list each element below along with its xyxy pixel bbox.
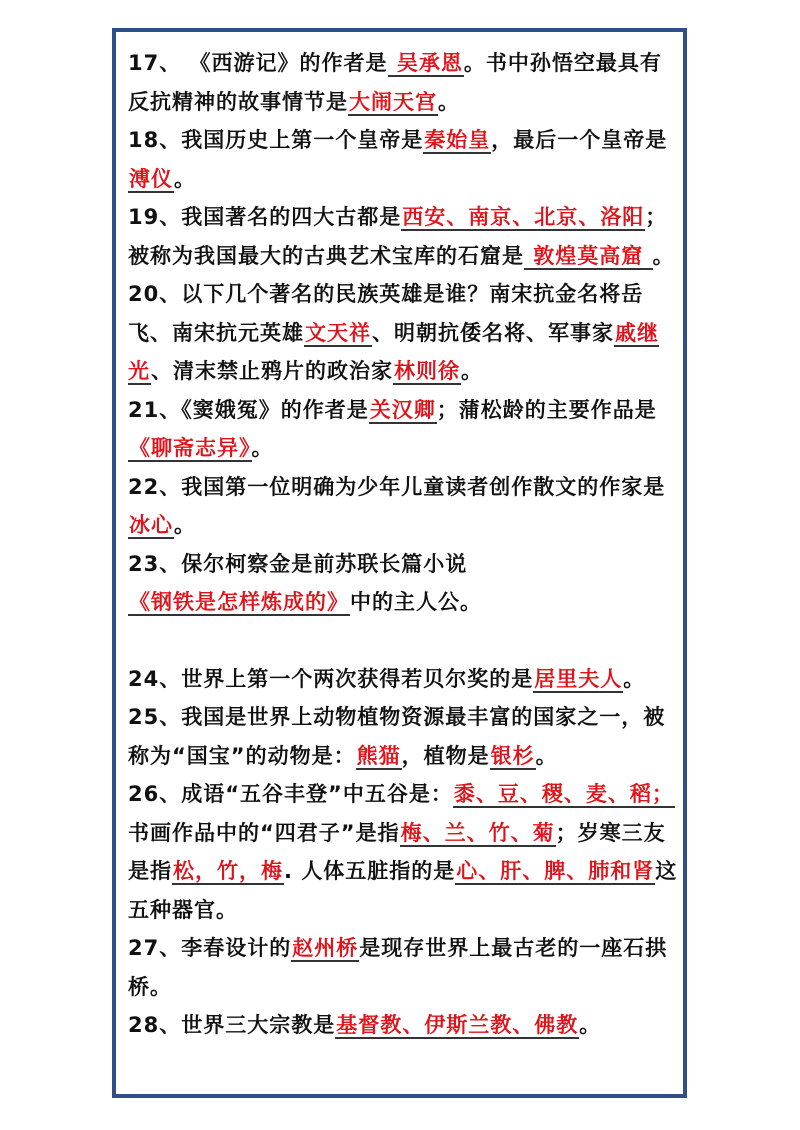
answer-text: 文天祥 [305,320,371,345]
question-text: ；岁寒三友是指 [128,820,666,883]
question-text: 。 [461,359,483,383]
question-text: . 人体五脏指的是 [284,859,456,883]
question-text: 中的主人公。 [350,590,482,614]
question-item [128,121,678,198]
answer-text: 敦煌莫高窟 [525,243,652,268]
answer-text: 居里夫人 [534,666,623,691]
question-text: 。 [623,666,646,691]
answer-text: 《聊斋志异》 [129,436,251,460]
question-text: 《西游记》的作者是 [189,51,388,75]
answer-text: 戚继光 [128,320,659,383]
answer-text: 大闹天宫 [349,89,437,114]
question-text: 18、我国历史上第一个皇帝是 [128,128,424,152]
answer-text: 梅、兰、竹、菊 [400,820,555,845]
question-text: 。 [652,243,675,268]
question-text: 22、我国第一位明确为少年儿童读者创作散文的作家是 [128,474,666,499]
answer-text: 溥仪 [129,166,173,191]
answer-text: 西安、南京、北京、洛阳 [402,205,645,229]
question-item [128,698,678,775]
question-text: 26、成语“五谷丰登”中五谷是： [128,782,453,806]
answer-text: 黍、豆、稷、麦、稻； [453,782,674,806]
question-item [128,660,678,699]
answer-text: 心、肝、脾、肺和肾 [456,859,655,883]
answer-text: 基督教、伊斯兰教、佛教 [336,1013,579,1037]
answer-text: 赵州桥 [292,936,359,960]
question-text: 24、世界上第一个两次获得若贝尔奖的是 [128,666,534,691]
question-item [128,275,678,391]
question-text: 。 [535,743,558,768]
answer-text: 《钢铁是怎样炼成的》 [129,590,349,614]
question-text: 、清末禁止鸦片的政治家 [151,359,393,383]
question-text: ，最后一个皇帝是 [491,128,668,152]
question-item [128,391,678,468]
answer-text: 关汉卿 [369,397,436,422]
question-text: 。 [174,513,196,537]
question-text: 。 [174,166,196,191]
section-spacer [128,622,678,660]
question-item [128,468,678,545]
question-text: 27、李春设计的 [128,936,292,960]
question-item [128,198,678,275]
question-text: 17、 [128,51,190,75]
question-text: 、明朝抗倭名将、军事家 [372,320,614,345]
question-item [128,545,678,622]
question-text: 20、以下几个著名的民族英雄是谁？南宋抗金名将岳飞、南宋抗元英雄 [128,282,644,345]
question-item [128,775,678,929]
question-text: ；被称为我国最大的古典艺术宝库的石窟是 [128,205,668,268]
question-text: 。 [438,89,460,114]
answer-text: 银杉 [490,743,535,768]
question-text: 28、世界三大宗教是 [128,1013,336,1037]
question-text: 25、我国是世界上动物植物资源最丰富的国家之一，被称为“国宝”的动物是： [128,705,666,768]
question-text: 是现存世界上最古老的一座石拱桥。 [128,936,668,999]
question-item [128,929,678,1006]
question-item [128,44,678,121]
question-text: 。书中孙悟空最具有反抗精神的故事情节是 [128,51,662,114]
quiz-content [128,44,678,1045]
answer-text: 冰心 [129,513,173,537]
question-text: 23、保尔柯察金是前苏联长篇小说 [128,551,468,576]
question-text: 这五种器官。 [128,859,678,922]
answer-text: 吴承恩 [388,51,463,75]
question-text: 。 [579,1013,602,1037]
question-item [128,1006,678,1045]
question-text: 21、《窦娥冤》的作者是 [128,397,369,422]
question-text: ，植物是 [401,743,490,768]
answer-text: 秦始皇 [424,128,491,152]
question-text: ；蒲松龄的主要作品是 [436,397,657,422]
question-text: 。 [251,436,274,460]
answer-text: 松，竹，梅 [173,859,283,883]
question-text: 书画作品中的“四君子”是指 [128,820,400,845]
question-text: 19、我国著名的四大古都是 [128,205,402,229]
answer-text: 熊猫 [356,743,401,768]
answer-text: 林则徐 [394,359,460,383]
